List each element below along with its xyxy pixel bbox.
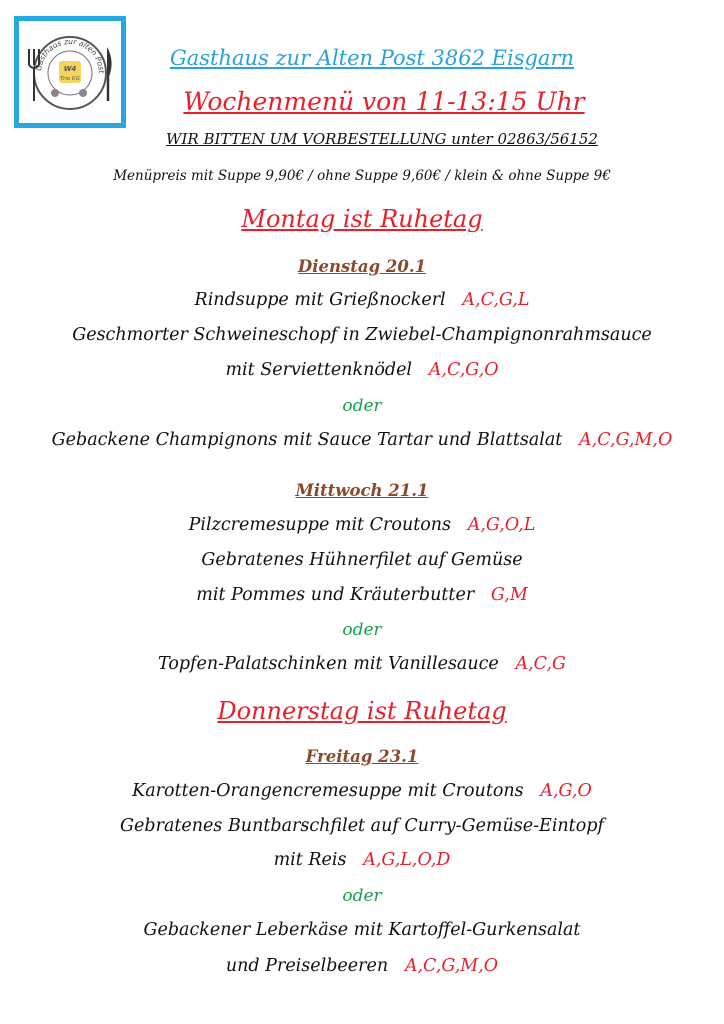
allergen-codes: A,G,O — [540, 781, 592, 801]
or-separator: oder — [342, 620, 382, 640]
tuesday-soup — [0, 290, 724, 310]
logo-line1: W4 — [63, 65, 77, 73]
logo-arc-text: Gasthaus zur alten Post — [34, 36, 107, 74]
allergen-codes: A,G,O,L — [467, 515, 536, 535]
dish-name: mit Serviettenknödel — [225, 360, 413, 380]
friday-soup — [0, 781, 724, 801]
allergen-codes: A,C,G — [515, 654, 566, 674]
tuesday-main2 — [0, 430, 724, 450]
thursday-closed-heading: Donnerstag ist Ruhetag — [217, 697, 507, 725]
preorder-note: WIR BITTEN UM VORBESTELLUNG unter 02863/56152 — [166, 130, 598, 148]
dish-name: Karotten-Orangencremesuppe mit Croutons — [132, 781, 524, 801]
allergen-codes: A,G,L,O,D — [363, 850, 451, 870]
wednesday-main1-line1: Gebratenes Hühnerfilet auf Gemüse — [201, 550, 523, 570]
dish-name: mit Reis — [273, 850, 347, 870]
logo-line2: Trio KG — [60, 76, 80, 82]
monday-closed-heading: Montag ist Ruhetag — [241, 205, 483, 233]
wednesday-main1-line2 — [0, 585, 724, 605]
dish-name: Gebackene Champignons mit Sauce Tartar und Blattsalat — [51, 430, 563, 450]
or-separator: oder — [342, 886, 382, 906]
tuesday-main1-line1: Geschmorter Schweineschopf in Zwiebel-Champignonrahmsauce — [72, 325, 652, 345]
dish-name: Rindsuppe mit Grießnockerl — [194, 290, 446, 310]
day-heading-tuesday: Dienstag 20.1 — [297, 257, 427, 276]
allergen-codes: A,C,G,M,O — [579, 430, 673, 450]
friday-main2-line2 — [0, 956, 724, 976]
or-separator: oder — [342, 396, 382, 416]
day-heading-friday: Freitag 23.1 — [305, 747, 419, 766]
dish-name: Pilzcremesuppe mit Croutons — [188, 515, 452, 535]
friday-main1-line1: Gebratenes Buntbarschfilet auf Curry-Gemüse-Eintopf — [120, 816, 604, 836]
restaurant-title: Gasthaus zur Alten Post 3862 Eisgarn — [169, 46, 575, 70]
menu-prices: Menüpreis mit Suppe 9,90€ / ohne Suppe 9,60€ / klein & ohne Suppe 9€ — [113, 168, 611, 184]
wednesday-soup — [0, 515, 724, 535]
friday-main2-line1: Gebackener Leberkäse mit Kartoffel-Gurkensalat — [143, 920, 581, 940]
allergen-codes: G,M — [490, 585, 528, 605]
allergen-codes: A,C,G,M,O — [404, 956, 499, 976]
weekly-menu-title: Wochenmenü von 11-13:15 Uhr — [183, 87, 585, 116]
dish-name: mit Pommes und Kräuterbutter — [196, 585, 475, 605]
wednesday-main2 — [0, 654, 724, 674]
allergen-codes: A,C,G,O — [428, 360, 499, 380]
dish-name: Topfen-Palatschinken mit Vanillesauce — [158, 654, 499, 674]
day-heading-wednesday: Mittwoch 21.1 — [295, 481, 429, 500]
dish-name: und Preiselbeeren — [225, 956, 389, 976]
friday-main1-line2 — [0, 850, 724, 870]
tuesday-main1-line2 — [0, 360, 724, 380]
allergen-codes: A,C,G,L — [462, 290, 530, 310]
